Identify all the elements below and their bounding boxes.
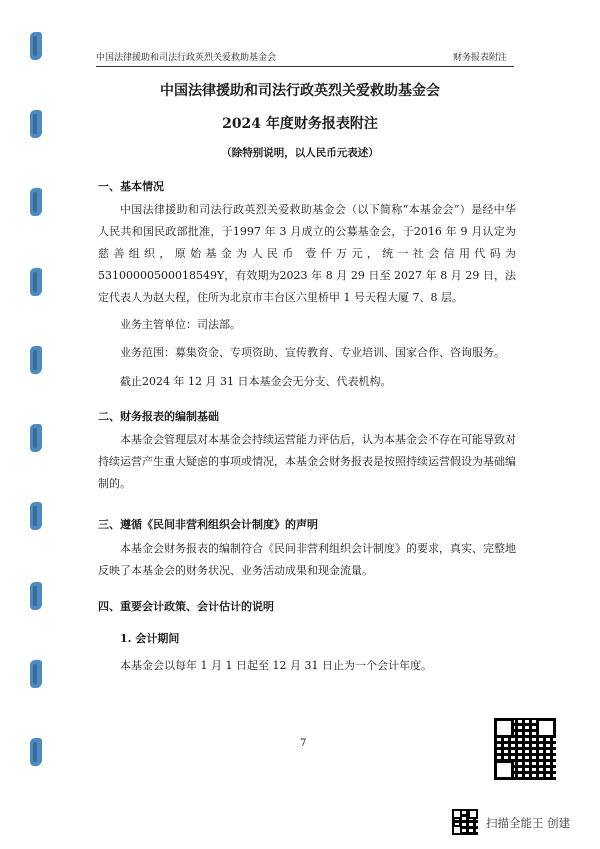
paragraph: 中国法律援助和司法行政英烈关爱救助基金会（以下简称“本基金会”）是经中华人民共和国民政部批准，于1997 年 3 月成立的公募基金会，于2016 年 9 月认定为慈善组织，原始基金为人民币 壹仟万元，统一社会信用代码为53100000500018549Y，有效期为2023 年 8 月 29 日至 2027 年 8 月 29 日，法定代表人为赵大程，住所为北京市丰台区六里桥甲 1 号天程大厦 7、8 层。 <box>98 203 516 304</box>
section-heading: 二、财务报表的编制基础 <box>98 410 219 423</box>
paragraph: 本基金会以每年 1 月 1 日起至 12 月 31 日止为一个会计年度。 <box>120 659 432 672</box>
paragraph: 截止2024 年 12 月 31 日本基金会无分支、代表机构。 <box>120 375 392 388</box>
qr-code <box>494 718 556 780</box>
binding-mark <box>30 32 42 60</box>
binding-mark <box>30 660 42 688</box>
section-heading: 三、遵循《民间非营利组织会计制度》的声明 <box>98 518 318 531</box>
currency-note: （除特别说明，以人民币元表述） <box>221 147 379 159</box>
scanner-qr-code <box>452 809 478 835</box>
paragraph: 本基金会管理层对本基金会持续运营能力评估后，认为本基金会不存在可能导致对持续运营产生重大疑虑的事项或情况，本基金会财务报表是按照持续运营假设为基础编制的。 <box>98 433 516 490</box>
document-subtitle: 2024 年度财务报表附注 <box>222 116 378 132</box>
subsection-heading: 1. 会计期间 <box>120 632 180 645</box>
binding-mark <box>30 738 42 766</box>
binding-mark <box>30 346 42 374</box>
binding-mark <box>30 268 42 296</box>
binding-mark <box>30 424 42 452</box>
binding-mark <box>30 502 42 530</box>
header-rule <box>96 66 514 67</box>
binding-mark <box>30 582 42 610</box>
header-section: 财务报表附注 <box>452 53 507 63</box>
scanner-watermark: 扫描全能王 创建 <box>486 816 571 830</box>
section-heading: 一、基本情况 <box>98 180 164 193</box>
paragraph: 本基金会财务报表的编制符合《民间非营利组织会计制度》的要求，真实、完整地反映了本基金会的财务状况、业务活动成果和现金流量。 <box>98 542 516 577</box>
document-title: 中国法律援助和司法行政英烈关爱救助基金会 <box>160 83 440 99</box>
page-number: 7 <box>300 738 307 749</box>
header-org: 中国法律援助和司法行政英烈关爱救助基金会 <box>96 53 277 63</box>
paragraph: 业务范围：募集资金、专项资助、宣传教育、专业培训、国家合作、咨询服务。 <box>120 346 505 359</box>
binding-mark <box>30 188 42 216</box>
paragraph: 业务主管单位：司法部。 <box>120 318 241 331</box>
section-heading: 四、重要会计政策、会计估计的说明 <box>98 600 274 613</box>
